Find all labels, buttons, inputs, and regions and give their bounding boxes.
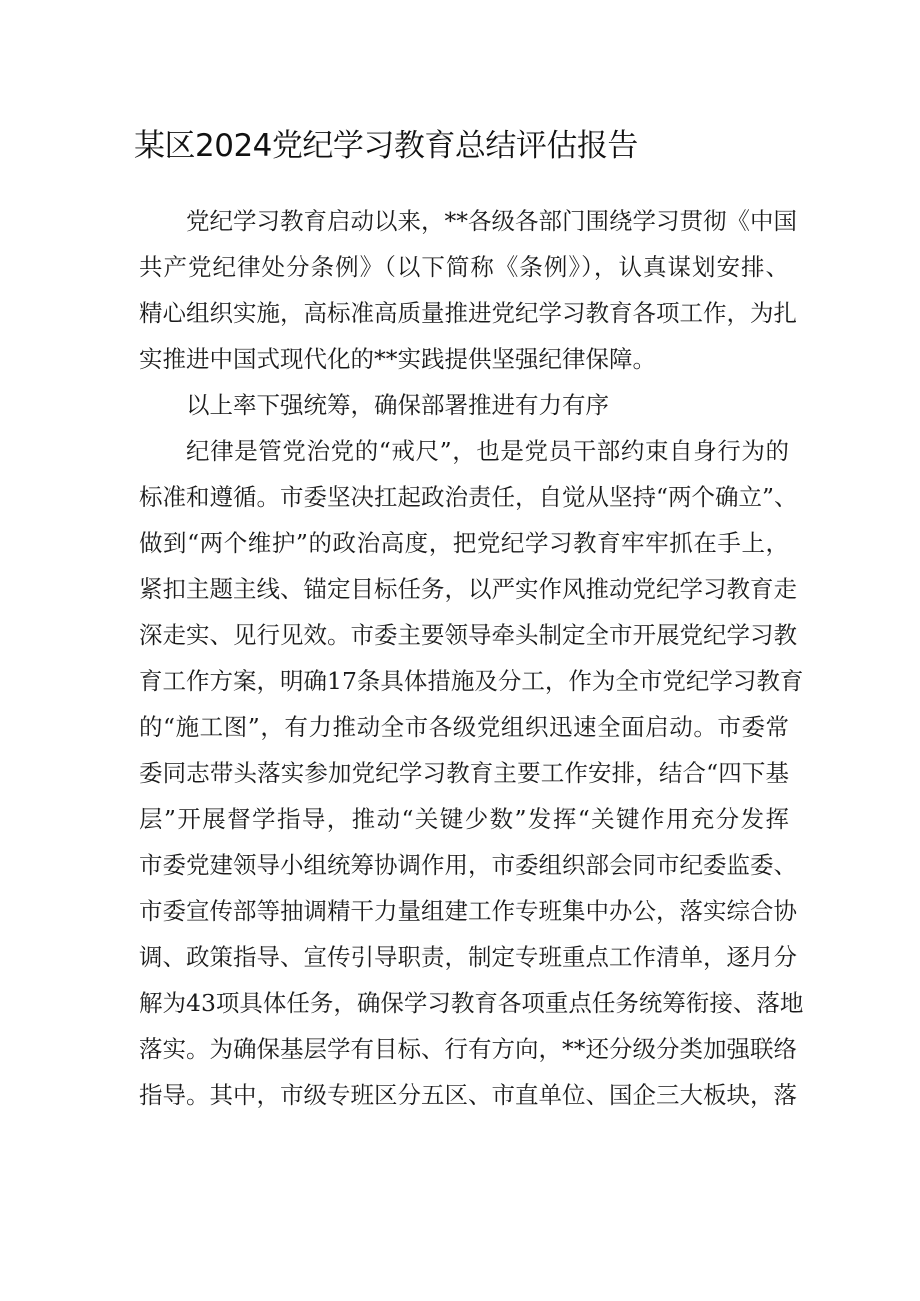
paragraph-line: 深走实、见行见效。市委主要领导牵头制定全市开展党纪学习教 [139, 621, 797, 649]
paragraph-line: 共产党纪律处分条例》（以下简称《条例》），认真谋划安排、 [139, 253, 789, 281]
document-title: 某区2024党纪学习教育总结评估报告 [134, 128, 638, 164]
paragraph-line: 精心组织实施，高标准高质量推进党纪学习教育各项工作，为扎 [139, 299, 797, 327]
paragraph-line: 委同志带头落实参加党纪学习教育主要工作安排，结合“四下基 [139, 759, 789, 787]
paragraph-line: 层”开展督学指导，推动“关键少数”发挥“关键作用充分发挥 [139, 805, 789, 833]
section-heading: 以上率下强统筹，确保部署推进有力有序 [186, 391, 609, 419]
paragraph-line: 紧扣主题主线、锚定目标任务，以严实作风推动党纪学习教育走 [139, 575, 797, 603]
paragraph-line: 市委党建领导小组统筹协调作用，市委组织部会同市纪委监委、 [139, 851, 797, 879]
paragraph-line: 调、政策指导、宣传引导职责，制定专班重点工作清单，逐月分 [139, 943, 797, 971]
paragraph-line: 育工作方案，明确17条具体措施及分工，作为全市党纪学习教育 [139, 667, 804, 695]
paragraph-line: 市委宣传部等抽调精干力量组建工作专班集中办公，落实综合协 [139, 897, 797, 925]
document-body [139, 198, 804, 1118]
paragraph-line: 纪律是管党治党的“戒尺”，也是党员干部约束自身行为的 [186, 437, 789, 465]
paragraph-line: 落实。为确保基层学有目标、行有方向，**还分级分类加强联络 [139, 1035, 797, 1063]
paragraph-line: 做到“两个维护”的政治高度，把党纪学习教育牢牢抓在手上， [139, 529, 789, 557]
paragraph-line: 标准和遵循。市委坚决扛起政治责任，自觉从坚持“两个确立”、 [139, 483, 798, 511]
paragraph-line: 的“施工图”，有力推动全市各级党组织迅速全面启动。市委常 [139, 713, 789, 741]
paragraph-line: 指导。其中，市级专班区分五区、市直单位、国企三大板块，落 [139, 1081, 797, 1109]
paragraph-line: 解为43项具体任务，确保学习教育各项重点任务统筹衔接、落地 [139, 989, 804, 1017]
paragraph-line: 实推进中国式现代化的**实践提供坚强纪律保障。 [139, 345, 656, 373]
paragraph-line: 党纪学习教育启动以来，**各级各部门围绕学习贯彻《中国 [186, 207, 797, 235]
